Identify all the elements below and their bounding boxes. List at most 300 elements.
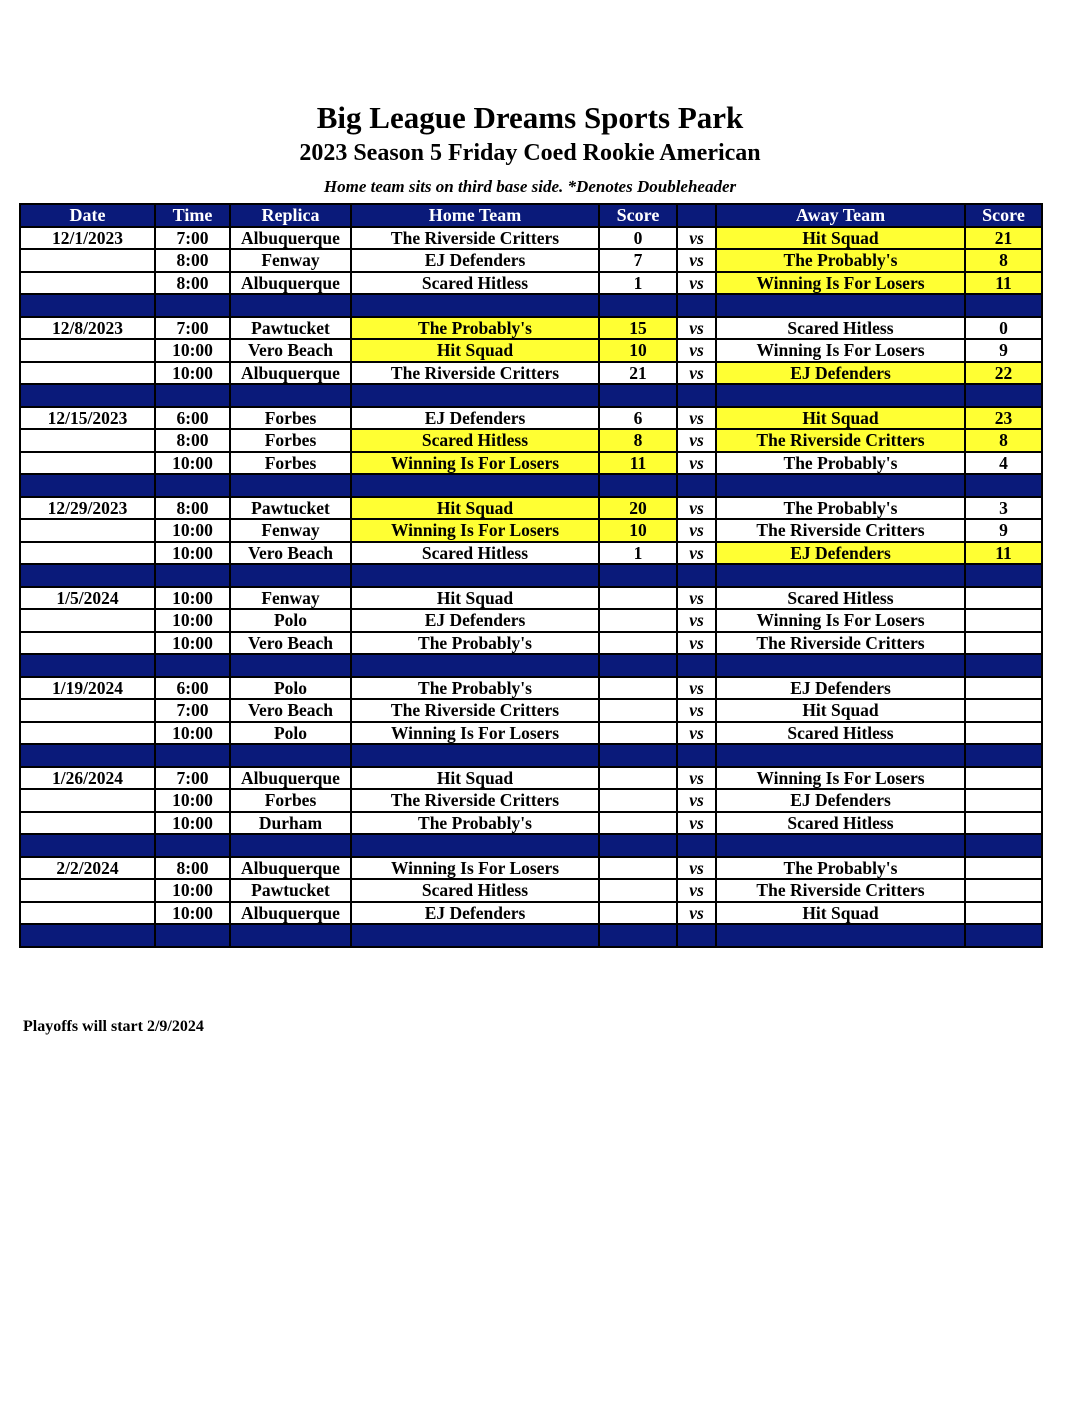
game-time: 10:00 (155, 587, 230, 610)
col-header-away-score: Score (965, 204, 1042, 227)
away-score (965, 789, 1042, 812)
away-team: Winning Is For Losers (716, 339, 965, 362)
game-date (20, 429, 155, 452)
game-replica: Albuquerque (230, 767, 351, 790)
game-date (20, 789, 155, 812)
vs-label: vs (677, 812, 716, 835)
away-team: The Probably's (716, 857, 965, 880)
separator-cell (351, 834, 599, 857)
away-team: Scared Hitless (716, 587, 965, 610)
game-time: 10:00 (155, 609, 230, 632)
away-score: 21 (965, 227, 1042, 250)
game-date: 12/8/2023 (20, 317, 155, 340)
away-team: The Riverside Critters (716, 879, 965, 902)
game-replica: Pawtucket (230, 497, 351, 520)
week-separator-row (20, 294, 1042, 317)
home-team: EJ Defenders (351, 609, 599, 632)
home-score (599, 632, 677, 655)
header-row (20, 204, 1042, 227)
home-score: 10 (599, 519, 677, 542)
game-row (20, 609, 1042, 632)
away-team: The Probably's (716, 497, 965, 520)
week-separator-row (20, 744, 1042, 767)
page-title: Big League Dreams Sports Park (316, 100, 744, 135)
game-time: 10:00 (155, 339, 230, 362)
separator-cell (351, 744, 599, 767)
away-team: Hit Squad (716, 902, 965, 925)
home-team: Scared Hitless (351, 879, 599, 902)
separator-cell (599, 294, 677, 317)
home-team: EJ Defenders (351, 407, 599, 430)
week-separator-row (20, 564, 1042, 587)
game-replica: Durham (230, 812, 351, 835)
game-replica: Fenway (230, 249, 351, 272)
away-score: 23 (965, 407, 1042, 430)
game-row (20, 857, 1042, 880)
separator-cell (155, 294, 230, 317)
separator-cell (677, 834, 716, 857)
home-team: The Riverside Critters (351, 699, 599, 722)
home-team: Hit Squad (351, 587, 599, 610)
separator-cell (965, 384, 1042, 407)
home-score: 15 (599, 317, 677, 340)
away-team: The Probably's (716, 249, 965, 272)
away-team: Scared Hitless (716, 317, 965, 340)
separator-cell (230, 294, 351, 317)
game-date (20, 722, 155, 745)
home-team: The Riverside Critters (351, 227, 599, 250)
away-score (965, 857, 1042, 880)
home-team: Winning Is For Losers (351, 722, 599, 745)
week-separator-row (20, 384, 1042, 407)
home-score: 6 (599, 407, 677, 430)
separator-cell (599, 654, 677, 677)
game-date: 2/2/2024 (20, 857, 155, 880)
separator-cell (20, 294, 155, 317)
separator-cell (677, 744, 716, 767)
game-row (20, 542, 1042, 565)
separator-cell (716, 474, 965, 497)
playoffs-note: Playoffs will start 2/9/2024 (23, 1018, 204, 1035)
away-score (965, 609, 1042, 632)
home-score: 21 (599, 362, 677, 385)
home-score: 1 (599, 542, 677, 565)
col-header-date: Date (20, 204, 155, 227)
game-date (20, 879, 155, 902)
game-replica: Vero Beach (230, 699, 351, 722)
game-time: 7:00 (155, 699, 230, 722)
away-team: The Probably's (716, 452, 965, 475)
game-replica: Polo (230, 609, 351, 632)
schedule-note: Home team sits on third base side. *Denotes Doubleheader (323, 177, 737, 196)
vs-label: vs (677, 677, 716, 700)
game-replica: Albuquerque (230, 902, 351, 925)
home-score: 10 (599, 339, 677, 362)
separator-cell (677, 384, 716, 407)
separator-cell (716, 384, 965, 407)
separator-cell (965, 474, 1042, 497)
home-score: 0 (599, 227, 677, 250)
separator-cell (716, 294, 965, 317)
game-date: 12/15/2023 (20, 407, 155, 430)
game-time: 10:00 (155, 722, 230, 745)
away-team: The Riverside Critters (716, 632, 965, 655)
separator-cell (155, 924, 230, 947)
vs-label: vs (677, 272, 716, 295)
vs-label: vs (677, 542, 716, 565)
separator-cell (965, 654, 1042, 677)
vs-label: vs (677, 317, 716, 340)
away-score (965, 902, 1042, 925)
game-date (20, 902, 155, 925)
game-row (20, 767, 1042, 790)
game-replica: Forbes (230, 452, 351, 475)
game-date (20, 542, 155, 565)
home-score (599, 879, 677, 902)
game-row (20, 879, 1042, 902)
game-date (20, 609, 155, 632)
separator-cell (20, 654, 155, 677)
week-separator-row (20, 834, 1042, 857)
away-team: EJ Defenders (716, 362, 965, 385)
game-time: 10:00 (155, 452, 230, 475)
game-time: 7:00 (155, 227, 230, 250)
away-team: Hit Squad (716, 227, 965, 250)
separator-cell (599, 564, 677, 587)
home-score: 1 (599, 272, 677, 295)
col-header-home-team: Home Team (351, 204, 599, 227)
game-replica: Forbes (230, 429, 351, 452)
game-date: 1/19/2024 (20, 677, 155, 700)
home-score (599, 767, 677, 790)
separator-cell (155, 564, 230, 587)
game-row (20, 699, 1042, 722)
home-team: Scared Hitless (351, 542, 599, 565)
col-header-vs (677, 204, 716, 227)
separator-cell (965, 564, 1042, 587)
separator-cell (351, 294, 599, 317)
game-time: 6:00 (155, 407, 230, 430)
game-replica: Albuquerque (230, 272, 351, 295)
game-replica: Polo (230, 722, 351, 745)
vs-label: vs (677, 857, 716, 880)
away-score: 3 (965, 497, 1042, 520)
separator-cell (20, 564, 155, 587)
game-date (20, 249, 155, 272)
home-score (599, 789, 677, 812)
schedule-table (19, 203, 1043, 948)
separator-cell (155, 654, 230, 677)
game-time: 8:00 (155, 429, 230, 452)
game-row (20, 812, 1042, 835)
separator-cell (20, 744, 155, 767)
home-team: Hit Squad (351, 767, 599, 790)
vs-label: vs (677, 452, 716, 475)
game-row (20, 362, 1042, 385)
separator-cell (716, 744, 965, 767)
game-row (20, 429, 1042, 452)
home-team: The Riverside Critters (351, 362, 599, 385)
separator-cell (965, 744, 1042, 767)
game-date: 12/1/2023 (20, 227, 155, 250)
separator-cell (351, 564, 599, 587)
separator-cell (677, 474, 716, 497)
game-date (20, 339, 155, 362)
vs-label: vs (677, 699, 716, 722)
separator-cell (155, 474, 230, 497)
separator-cell (20, 384, 155, 407)
separator-cell (155, 834, 230, 857)
game-time: 8:00 (155, 497, 230, 520)
home-score (599, 812, 677, 835)
separator-cell (351, 384, 599, 407)
game-row (20, 317, 1042, 340)
vs-label: vs (677, 362, 716, 385)
home-score: 20 (599, 497, 677, 520)
game-replica: Pawtucket (230, 317, 351, 340)
home-team: EJ Defenders (351, 902, 599, 925)
game-time: 10:00 (155, 362, 230, 385)
separator-cell (155, 384, 230, 407)
away-team: Scared Hitless (716, 722, 965, 745)
home-team: EJ Defenders (351, 249, 599, 272)
away-score (965, 879, 1042, 902)
home-score: 7 (599, 249, 677, 272)
game-time: 10:00 (155, 542, 230, 565)
separator-cell (230, 834, 351, 857)
game-time: 10:00 (155, 789, 230, 812)
game-row (20, 519, 1042, 542)
away-score (965, 722, 1042, 745)
separator-cell (599, 744, 677, 767)
vs-label: vs (677, 722, 716, 745)
away-score (965, 677, 1042, 700)
away-score (965, 812, 1042, 835)
vs-label: vs (677, 339, 716, 362)
separator-cell (230, 474, 351, 497)
separator-cell (351, 924, 599, 947)
separator-cell (965, 834, 1042, 857)
vs-label: vs (677, 429, 716, 452)
vs-label: vs (677, 519, 716, 542)
vs-label: vs (677, 609, 716, 632)
game-row (20, 452, 1042, 475)
vs-label: vs (677, 632, 716, 655)
separator-cell (155, 744, 230, 767)
game-replica: Fenway (230, 519, 351, 542)
vs-label: vs (677, 879, 716, 902)
schedule-body (20, 227, 1042, 947)
col-header-home-score: Score (599, 204, 677, 227)
game-time: 6:00 (155, 677, 230, 700)
separator-cell (230, 924, 351, 947)
home-team: Hit Squad (351, 497, 599, 520)
away-team: Winning Is For Losers (716, 767, 965, 790)
game-date: 12/29/2023 (20, 497, 155, 520)
game-time: 10:00 (155, 812, 230, 835)
game-row (20, 497, 1042, 520)
game-row (20, 902, 1042, 925)
vs-label: vs (677, 407, 716, 430)
home-score: 11 (599, 452, 677, 475)
away-score (965, 699, 1042, 722)
separator-cell (599, 834, 677, 857)
away-team: EJ Defenders (716, 542, 965, 565)
week-separator-row (20, 924, 1042, 947)
game-replica: Albuquerque (230, 857, 351, 880)
game-date (20, 452, 155, 475)
away-score (965, 632, 1042, 655)
home-team: The Probably's (351, 317, 599, 340)
home-score (599, 902, 677, 925)
game-row (20, 407, 1042, 430)
game-replica: Vero Beach (230, 632, 351, 655)
game-replica: Vero Beach (230, 339, 351, 362)
home-team: Winning Is For Losers (351, 519, 599, 542)
game-date (20, 272, 155, 295)
separator-cell (20, 474, 155, 497)
game-date (20, 812, 155, 835)
home-score (599, 677, 677, 700)
away-score (965, 587, 1042, 610)
home-team: Winning Is For Losers (351, 452, 599, 475)
game-replica: Albuquerque (230, 227, 351, 250)
game-replica: Fenway (230, 587, 351, 610)
away-score: 9 (965, 519, 1042, 542)
separator-cell (716, 654, 965, 677)
home-team: Winning Is For Losers (351, 857, 599, 880)
game-date (20, 632, 155, 655)
col-header-time: Time (155, 204, 230, 227)
col-header-replica: Replica (230, 204, 351, 227)
page-subtitle: 2023 Season 5 Friday Coed Rookie American (299, 140, 761, 166)
separator-cell (20, 924, 155, 947)
away-team: The Riverside Critters (716, 519, 965, 542)
game-row (20, 587, 1042, 610)
game-row (20, 249, 1042, 272)
game-date (20, 362, 155, 385)
separator-cell (20, 834, 155, 857)
game-time: 10:00 (155, 879, 230, 902)
game-row (20, 722, 1042, 745)
game-replica: Albuquerque (230, 362, 351, 385)
away-team: Winning Is For Losers (716, 609, 965, 632)
away-score: 22 (965, 362, 1042, 385)
away-score: 11 (965, 542, 1042, 565)
game-row (20, 272, 1042, 295)
separator-cell (716, 564, 965, 587)
away-team: EJ Defenders (716, 789, 965, 812)
week-separator-row (20, 474, 1042, 497)
home-team: The Probably's (351, 677, 599, 700)
home-score (599, 857, 677, 880)
home-score (599, 722, 677, 745)
vs-label: vs (677, 227, 716, 250)
home-score (599, 587, 677, 610)
separator-cell (599, 474, 677, 497)
home-team: The Probably's (351, 632, 599, 655)
vs-label: vs (677, 789, 716, 812)
home-score (599, 609, 677, 632)
game-replica: Vero Beach (230, 542, 351, 565)
game-time: 10:00 (155, 902, 230, 925)
game-time: 10:00 (155, 519, 230, 542)
separator-cell (351, 474, 599, 497)
away-team: Hit Squad (716, 699, 965, 722)
vs-label: vs (677, 249, 716, 272)
home-score (599, 699, 677, 722)
away-score: 11 (965, 272, 1042, 295)
separator-cell (230, 384, 351, 407)
home-team: Scared Hitless (351, 272, 599, 295)
separator-cell (599, 924, 677, 947)
separator-cell (230, 744, 351, 767)
game-replica: Polo (230, 677, 351, 700)
away-score: 8 (965, 249, 1042, 272)
game-replica: Forbes (230, 407, 351, 430)
game-date: 1/5/2024 (20, 587, 155, 610)
game-time: 8:00 (155, 272, 230, 295)
vs-label: vs (677, 497, 716, 520)
game-date (20, 519, 155, 542)
game-time: 7:00 (155, 317, 230, 340)
separator-cell (677, 294, 716, 317)
separator-cell (965, 924, 1042, 947)
game-replica: Pawtucket (230, 879, 351, 902)
game-date (20, 699, 155, 722)
separator-cell (351, 654, 599, 677)
vs-label: vs (677, 587, 716, 610)
separator-cell (677, 564, 716, 587)
separator-cell (965, 294, 1042, 317)
home-score: 8 (599, 429, 677, 452)
game-time: 8:00 (155, 249, 230, 272)
away-score: 0 (965, 317, 1042, 340)
away-score (965, 767, 1042, 790)
game-row (20, 677, 1042, 700)
separator-cell (230, 564, 351, 587)
away-score: 4 (965, 452, 1042, 475)
game-time: 7:00 (155, 767, 230, 790)
separator-cell (716, 834, 965, 857)
away-team: The Riverside Critters (716, 429, 965, 452)
vs-label: vs (677, 767, 716, 790)
away-team: Hit Squad (716, 407, 965, 430)
week-separator-row (20, 654, 1042, 677)
game-row (20, 632, 1042, 655)
separator-cell (677, 654, 716, 677)
separator-cell (599, 384, 677, 407)
away-score: 8 (965, 429, 1042, 452)
game-time: 10:00 (155, 632, 230, 655)
col-header-away-team: Away Team (716, 204, 965, 227)
away-team: Winning Is For Losers (716, 272, 965, 295)
game-date: 1/26/2024 (20, 767, 155, 790)
away-team: Scared Hitless (716, 812, 965, 835)
away-team: EJ Defenders (716, 677, 965, 700)
game-time: 8:00 (155, 857, 230, 880)
home-team: The Probably's (351, 812, 599, 835)
separator-cell (716, 924, 965, 947)
home-team: Scared Hitless (351, 429, 599, 452)
game-row (20, 789, 1042, 812)
vs-label: vs (677, 902, 716, 925)
home-team: The Riverside Critters (351, 789, 599, 812)
home-team: Hit Squad (351, 339, 599, 362)
separator-cell (230, 654, 351, 677)
away-score: 9 (965, 339, 1042, 362)
game-row (20, 339, 1042, 362)
